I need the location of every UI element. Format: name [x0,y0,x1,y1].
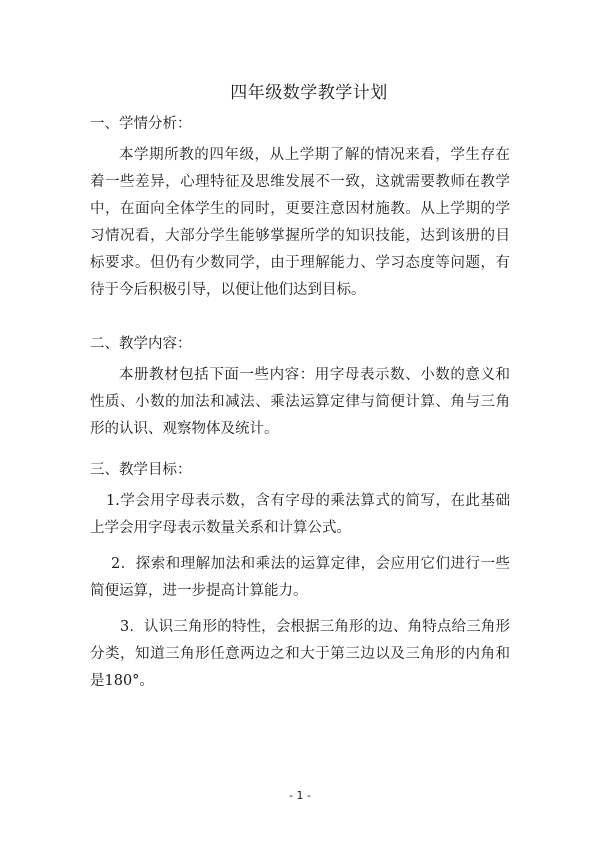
section-heading-teaching-goals: 三、教学目标： [90,462,192,478]
page-number: - 1 - [289,789,311,802]
paragraph-teaching-content: 本册教材包括下面一些内容：用字母表示数、小数的意义和性质、小数的加法和减法、乘法运算定律与简便计算、角与三角形的认识、观察物体及统计。 [90,367,510,437]
paragraph-learning-analysis: 本学期所教的四年级，从上学期了解的情况来看，学生存在着一些差异，心理特征及思维发展不一致，这就需要教师在教学中，在面向全体学生的同时，更要注意因材施教。从上学期的学习情况看，大部分学生能够掌握所学的知识技能，达到该册的目标要求。但仍有少数同学，由于理解能力、学习态度等问题，有待于今后积极引导，以便让他们达到目标。 [90,147,510,298]
section-heading-teaching-content: 二、教学内容： [90,336,192,352]
paragraph-goal-3: 3．认识三角形的特性，会根据三角形的边、角特点给三角形分类，知道三角形任意两边之和大于第三边以及三角形的内角和是180°。 [90,619,510,689]
section-heading-learning-analysis: 一、学情分析： [90,116,192,132]
paragraph-goal-2: 2．探索和理解加法和乘法的运算定律，会应用它们进行一些简便运算，进一步提高计算能力。 [90,556,510,599]
paragraph-goal-1: 1.学会用字母表示数，含有字母的乘法算式的简写，在此基础上学会用字母表示数量关系和计算公式。 [90,493,510,536]
document-title: 四年级数学教学计划 [230,83,388,103]
